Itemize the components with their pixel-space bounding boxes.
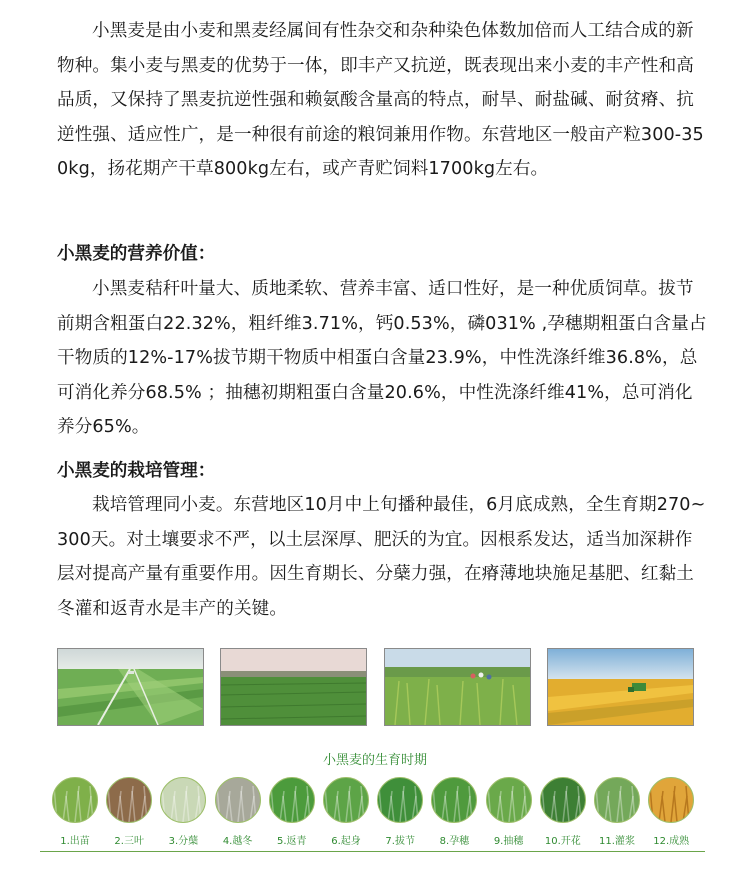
intro-paragraph: 小黑麦是由小麦和黑麦经属间有性杂交和杂种染色体数加倍而人工结合成的新物种。集小麦与黑麦的优势于一体，即丰产又抗逆，既表现出来小麦的丰产性和高品质，又保持了黑麦抗逆性强和赖氨酸含量高的特点，耐旱、耐盐碱、耐贫瘠、抗逆性强、适应性广，是一种很有前途的粮饲兼用作物。东营地区一般亩产粒300-350kg，扬花期产干草800kg左右，或产青贮饲料1700kg左右。 [57,21,704,180]
booting-image [431,777,477,823]
growth-stage-label: 4.越冬 [222,836,253,847]
nutrition-heading: 小黑麦的营养价值： [57,244,216,264]
growth-stage-item [431,777,477,847]
growth-stage-label: 10.开花 [544,836,581,847]
tillering-image [160,777,206,823]
overwintering-image [215,777,261,823]
growth-stages-strip [52,777,700,857]
growth-stage-label: 5.返青 [277,836,307,847]
growth-stage-item [486,777,532,847]
three-leaf-image [106,777,152,823]
greening-image [269,777,315,823]
maturity-image [648,777,694,823]
workers-in-field-photo [384,648,531,726]
cultivation-paragraph: 栽培管理同小麦。东营地区10月中上旬播种最佳，6月底成熟，全生育期270~300天。对土壤要求不严，以土层深厚、肥沃的为宜。因根系发达，适当加深耕作层对提高产量有重要作用。因生育期长、分蘖力强，在瘠薄地块施足基肥、红黏土冬灌和返青水是丰产的关键。 [57,495,706,619]
growth-stage-item [377,777,423,847]
growth-stage-item [594,777,640,847]
green-field-photo [220,648,367,726]
growth-stage-item [52,777,98,847]
growth-stages-title: 小黑麦的生育时期 [322,753,427,768]
growth-stage-label: 12.成熟 [653,836,690,847]
rising-image [323,777,369,823]
growth-stage-item [269,777,315,847]
flowering-image [540,777,586,823]
growth-stage-label: 6.起身 [331,836,361,847]
cultivation-heading: 小黑麦的栽培管理： [57,461,216,481]
growth-stage-label: 2.三叶 [114,836,144,847]
growth-stage-item [540,777,586,847]
growth-stage-label: 3.分蘖 [168,836,199,847]
growth-stage-item [323,777,369,847]
growth-stage-label: 9.抽穗 [493,836,524,847]
growth-stage-item [215,777,261,847]
growth-stage-label: 7.拔节 [385,836,415,847]
growth-stage-item [648,777,694,847]
growth-stage-label: 11.灌浆 [599,836,635,847]
jointing-image [377,777,423,823]
seedling-image [52,777,98,823]
growth-stage-item [160,777,206,847]
harvest-photo [547,648,694,726]
filling-image [594,777,640,823]
aerial-field-photo [57,648,204,726]
growth-stage-label: 8.孕穗 [439,836,470,847]
growth-stage-label: 1.出苗 [60,836,90,847]
nutrition-paragraph: 小黑麦秸秆叶量大、质地柔软、营养丰富、适口性好，是一种优质饲草。拔节前期含粗蛋白22.32%，粗纤维3.71%，钙0.53%，磷031% ,孕穗期粗蛋白含量占干物质的12%-17%拔节期干物质中相蛋白含量23.9%，中性洗涤纤维36.8%，总可消化养分68.5% ；抽穗初期粗蛋白含量20.6%，中性洗涤纤维41%，总可消化养分65%。 [57,279,707,438]
divider-line [40,851,705,852]
heading-image [486,777,532,823]
growth-stage-item [106,777,152,847]
